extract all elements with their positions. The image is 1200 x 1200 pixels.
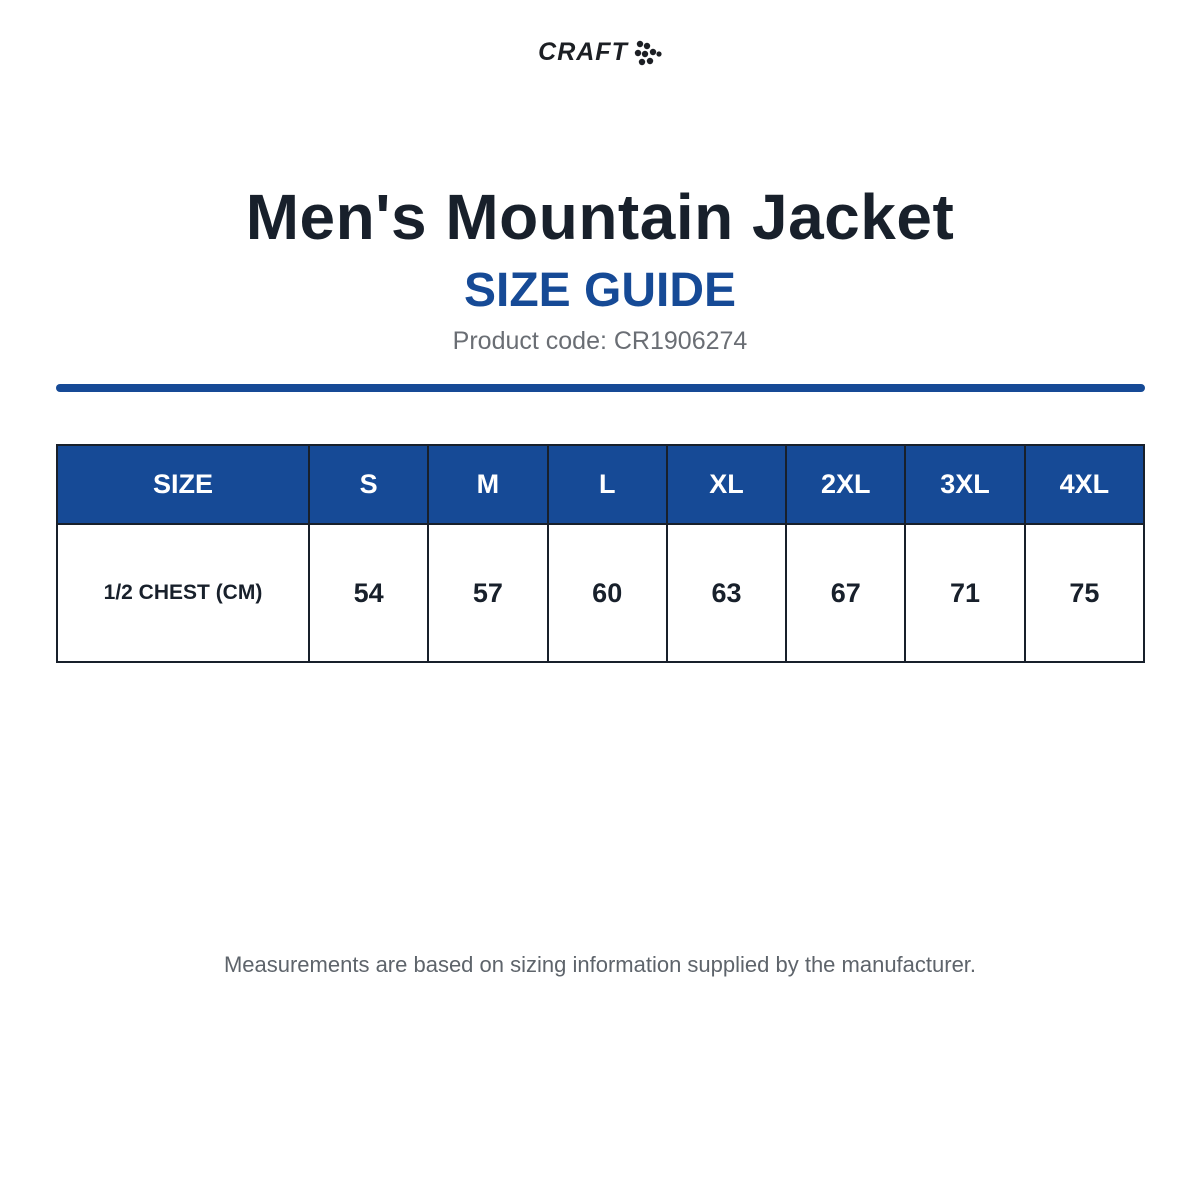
measurement-cell: 71 <box>905 524 1024 662</box>
measurement-cell: 63 <box>667 524 786 662</box>
measurement-cell: 60 <box>548 524 667 662</box>
size-header-cell: 3XL <box>905 445 1024 524</box>
size-header-cell: XL <box>667 445 786 524</box>
size-table <box>56 444 1145 663</box>
measurement-cell: 67 <box>786 524 905 662</box>
size-header-cell: 4XL <box>1025 445 1144 524</box>
size-header-row <box>57 445 1144 524</box>
page-title: Men's Mountain Jacket <box>245 181 955 253</box>
measurement-cell: 75 <box>1025 524 1144 662</box>
size-header-cell: 2XL <box>786 445 905 524</box>
measurement-cell: 54 <box>309 524 428 662</box>
divider <box>56 384 1145 392</box>
brand-logo <box>0 38 1200 67</box>
product-code: Product code: CR1906274 <box>452 327 748 355</box>
size-header-cell: S <box>309 445 428 524</box>
size-header-cell: L <box>548 445 667 524</box>
craft-dots-icon <box>632 39 662 67</box>
measurement-cell: 57 <box>428 524 547 662</box>
logo-text: CRAFT <box>538 38 628 66</box>
row-label: 1/2 CHEST (CM) <box>57 524 309 662</box>
table-row <box>57 524 1144 662</box>
size-guide-subtitle: SIZE GUIDE <box>463 264 737 317</box>
size-header-cell: M <box>428 445 547 524</box>
footer-note: Measurements are based on sizing information supplied by the manufacturer. <box>223 952 977 977</box>
size-header-label: SIZE <box>57 445 309 524</box>
